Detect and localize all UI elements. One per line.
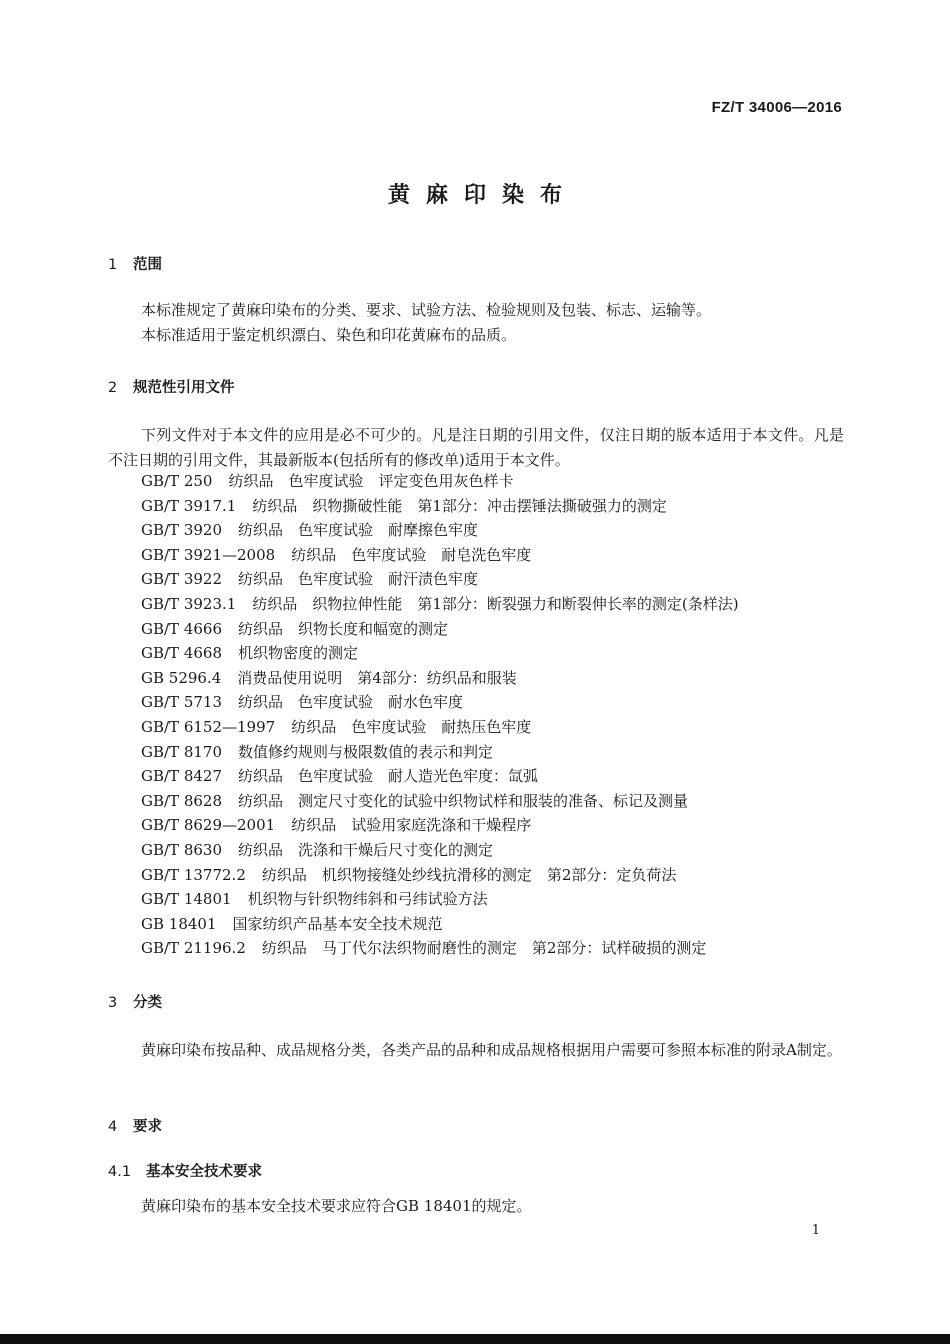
section-4-1-paragraph: 黄麻印染布的基本安全技术要求应符合GB 18401的规定。 (141, 1197, 532, 1215)
bottom-border (0, 1334, 950, 1344)
reference-title: 纺织品 色牢度试验 耐热压色牢度 (291, 717, 532, 736)
reference-title: 纺织品 色牢度试验 耐皂洗色牢度 (291, 545, 532, 564)
reference-code: GB/T 3920 (141, 521, 223, 540)
reference-code: GB/T 6152—1997 (141, 717, 276, 736)
reference-code: GB/T 3921—2008 (141, 545, 276, 564)
reference-code: GB/T 8630 (141, 840, 223, 859)
reference-item (141, 518, 739, 543)
reference-title: 纺织品 织物拉伸性能 第1部分：断裂强力和断裂伸长率的测定(条样法) (252, 594, 739, 613)
subsection-number: 4.1 (108, 1164, 132, 1180)
reference-code: GB/T 3922 (141, 570, 223, 589)
section-title: 分类 (133, 995, 162, 1011)
reference-item (141, 666, 739, 691)
section-2-intro: 下列文件对于本文件的应用是必不可少的。凡是注日期的引用文件，仅注日期的版本适用于本文件。凡是不注日期的引用文件，其最新版本(包括所有的修改单)适用于本文件。 (108, 426, 844, 469)
reference-title: 数值修约规则与极限数值的表示和判定 (238, 742, 494, 761)
section-1-heading (108, 253, 162, 274)
section-number: 1 (108, 257, 118, 273)
reference-item (141, 813, 739, 838)
reference-title: 纺织品 马丁代尔法织物耐磨性的测定 第2部分：试样破损的测定 (261, 939, 707, 958)
section-3-paragraph: 黄麻印染布按品种、成品规格分类，各类产品的品种和成品规格根据用户需要可参照本标准的附录A制定。 (141, 1041, 842, 1059)
section-number: 3 (108, 995, 118, 1011)
reference-item (141, 863, 739, 888)
reference-code: GB/T 4666 (141, 619, 223, 638)
reference-title: 纺织品 机织物接缝处纱线抗滑移的测定 第2部分：定负荷法 (261, 865, 677, 884)
section-title: 范围 (133, 257, 162, 273)
reference-title: 纺织品 洗涤和干燥后尺寸变化的测定 (238, 840, 494, 859)
reference-code: GB/T 13772.2 (141, 865, 246, 884)
reference-title: 纺织品 试验用家庭洗涤和干燥程序 (291, 816, 532, 835)
reference-code: GB 5296.4 (141, 668, 222, 687)
reference-title: 国家纺织产品基本安全技术规范 (232, 914, 443, 933)
reference-code: GB/T 8170 (141, 742, 223, 761)
section-3-heading (108, 991, 162, 1012)
reference-item (141, 469, 739, 494)
reference-item (141, 567, 739, 592)
section-4-heading (108, 1115, 162, 1136)
reference-list (141, 469, 739, 961)
reference-title: 纺织品 色牢度试验 评定变色用灰色样卡 (228, 472, 514, 490)
reference-code: GB 18401 (141, 914, 217, 933)
section-4-1-heading (108, 1160, 262, 1181)
reference-item (141, 715, 739, 740)
reference-code: GB/T 8629—2001 (141, 816, 276, 835)
reference-code: GB/T 8628 (141, 791, 223, 810)
reference-item (141, 887, 739, 912)
reference-title: 纺织品 织物长度和幅宽的测定 (238, 619, 449, 638)
reference-title: 纺织品 色牢度试验 耐人造光色牢度：氙弧 (238, 767, 539, 786)
reference-title: 纺织品 织物撕破性能 第1部分：冲击摆锤法撕破强力的测定 (252, 496, 667, 515)
reference-code: GB/T 21196.2 (141, 939, 246, 958)
standard-number: FZ/T 34006—2016 (711, 99, 842, 116)
reference-code: GB/T 14801 (141, 890, 232, 909)
section-number: 2 (108, 380, 118, 396)
reference-item (141, 936, 739, 961)
reference-item (141, 838, 739, 863)
reference-code: GB/T 3923.1 (141, 594, 237, 613)
section-2-heading (108, 376, 235, 397)
reference-title: 纺织品 色牢度试验 耐摩擦色牢度 (238, 521, 479, 540)
reference-code: GB/T 250 (141, 472, 213, 490)
section-number: 4 (108, 1119, 118, 1135)
reference-item (141, 617, 739, 642)
reference-item (141, 592, 739, 617)
section-1-paragraph-2: 本标准适用于鉴定机织漂白、染色和印花黄麻布的品质。 (141, 326, 517, 344)
reference-code: GB/T 3917.1 (141, 496, 237, 515)
section-title: 要求 (133, 1119, 162, 1135)
reference-title: 消费品使用说明 第4部分：纺织品和服装 (237, 668, 517, 687)
reference-title: 纺织品 色牢度试验 耐汗渍色牢度 (238, 570, 479, 589)
subsection-title: 基本安全技术要求 (146, 1164, 262, 1180)
reference-item (141, 912, 739, 937)
section-1-paragraph-1: 本标准规定了黄麻印染布的分类、要求、试验方法、检验规则及包装、标志、运输等。 (141, 301, 712, 319)
reference-item (141, 690, 739, 715)
reference-item (141, 494, 739, 519)
reference-title: 纺织品 色牢度试验 耐水色牢度 (238, 693, 464, 712)
reference-title: 纺织品 测定尺寸变化的试验中织物试样和服装的准备、标记及测量 (238, 791, 689, 810)
page-number: 1 (811, 1223, 820, 1238)
document-title: 黄麻印染布 (387, 183, 578, 208)
reference-code: GB/T 4668 (141, 644, 223, 663)
section-title: 规范性引用文件 (133, 380, 235, 396)
reference-item (141, 740, 739, 765)
reference-title: 机织物与针织物纬斜和弓纬试验方法 (247, 890, 488, 909)
reference-item (141, 641, 739, 666)
reference-item (141, 789, 739, 814)
reference-title: 机织物密度的测定 (238, 644, 359, 663)
reference-code: GB/T 5713 (141, 693, 223, 712)
reference-item (141, 764, 739, 789)
reference-item (141, 543, 739, 568)
reference-code: GB/T 8427 (141, 767, 223, 786)
